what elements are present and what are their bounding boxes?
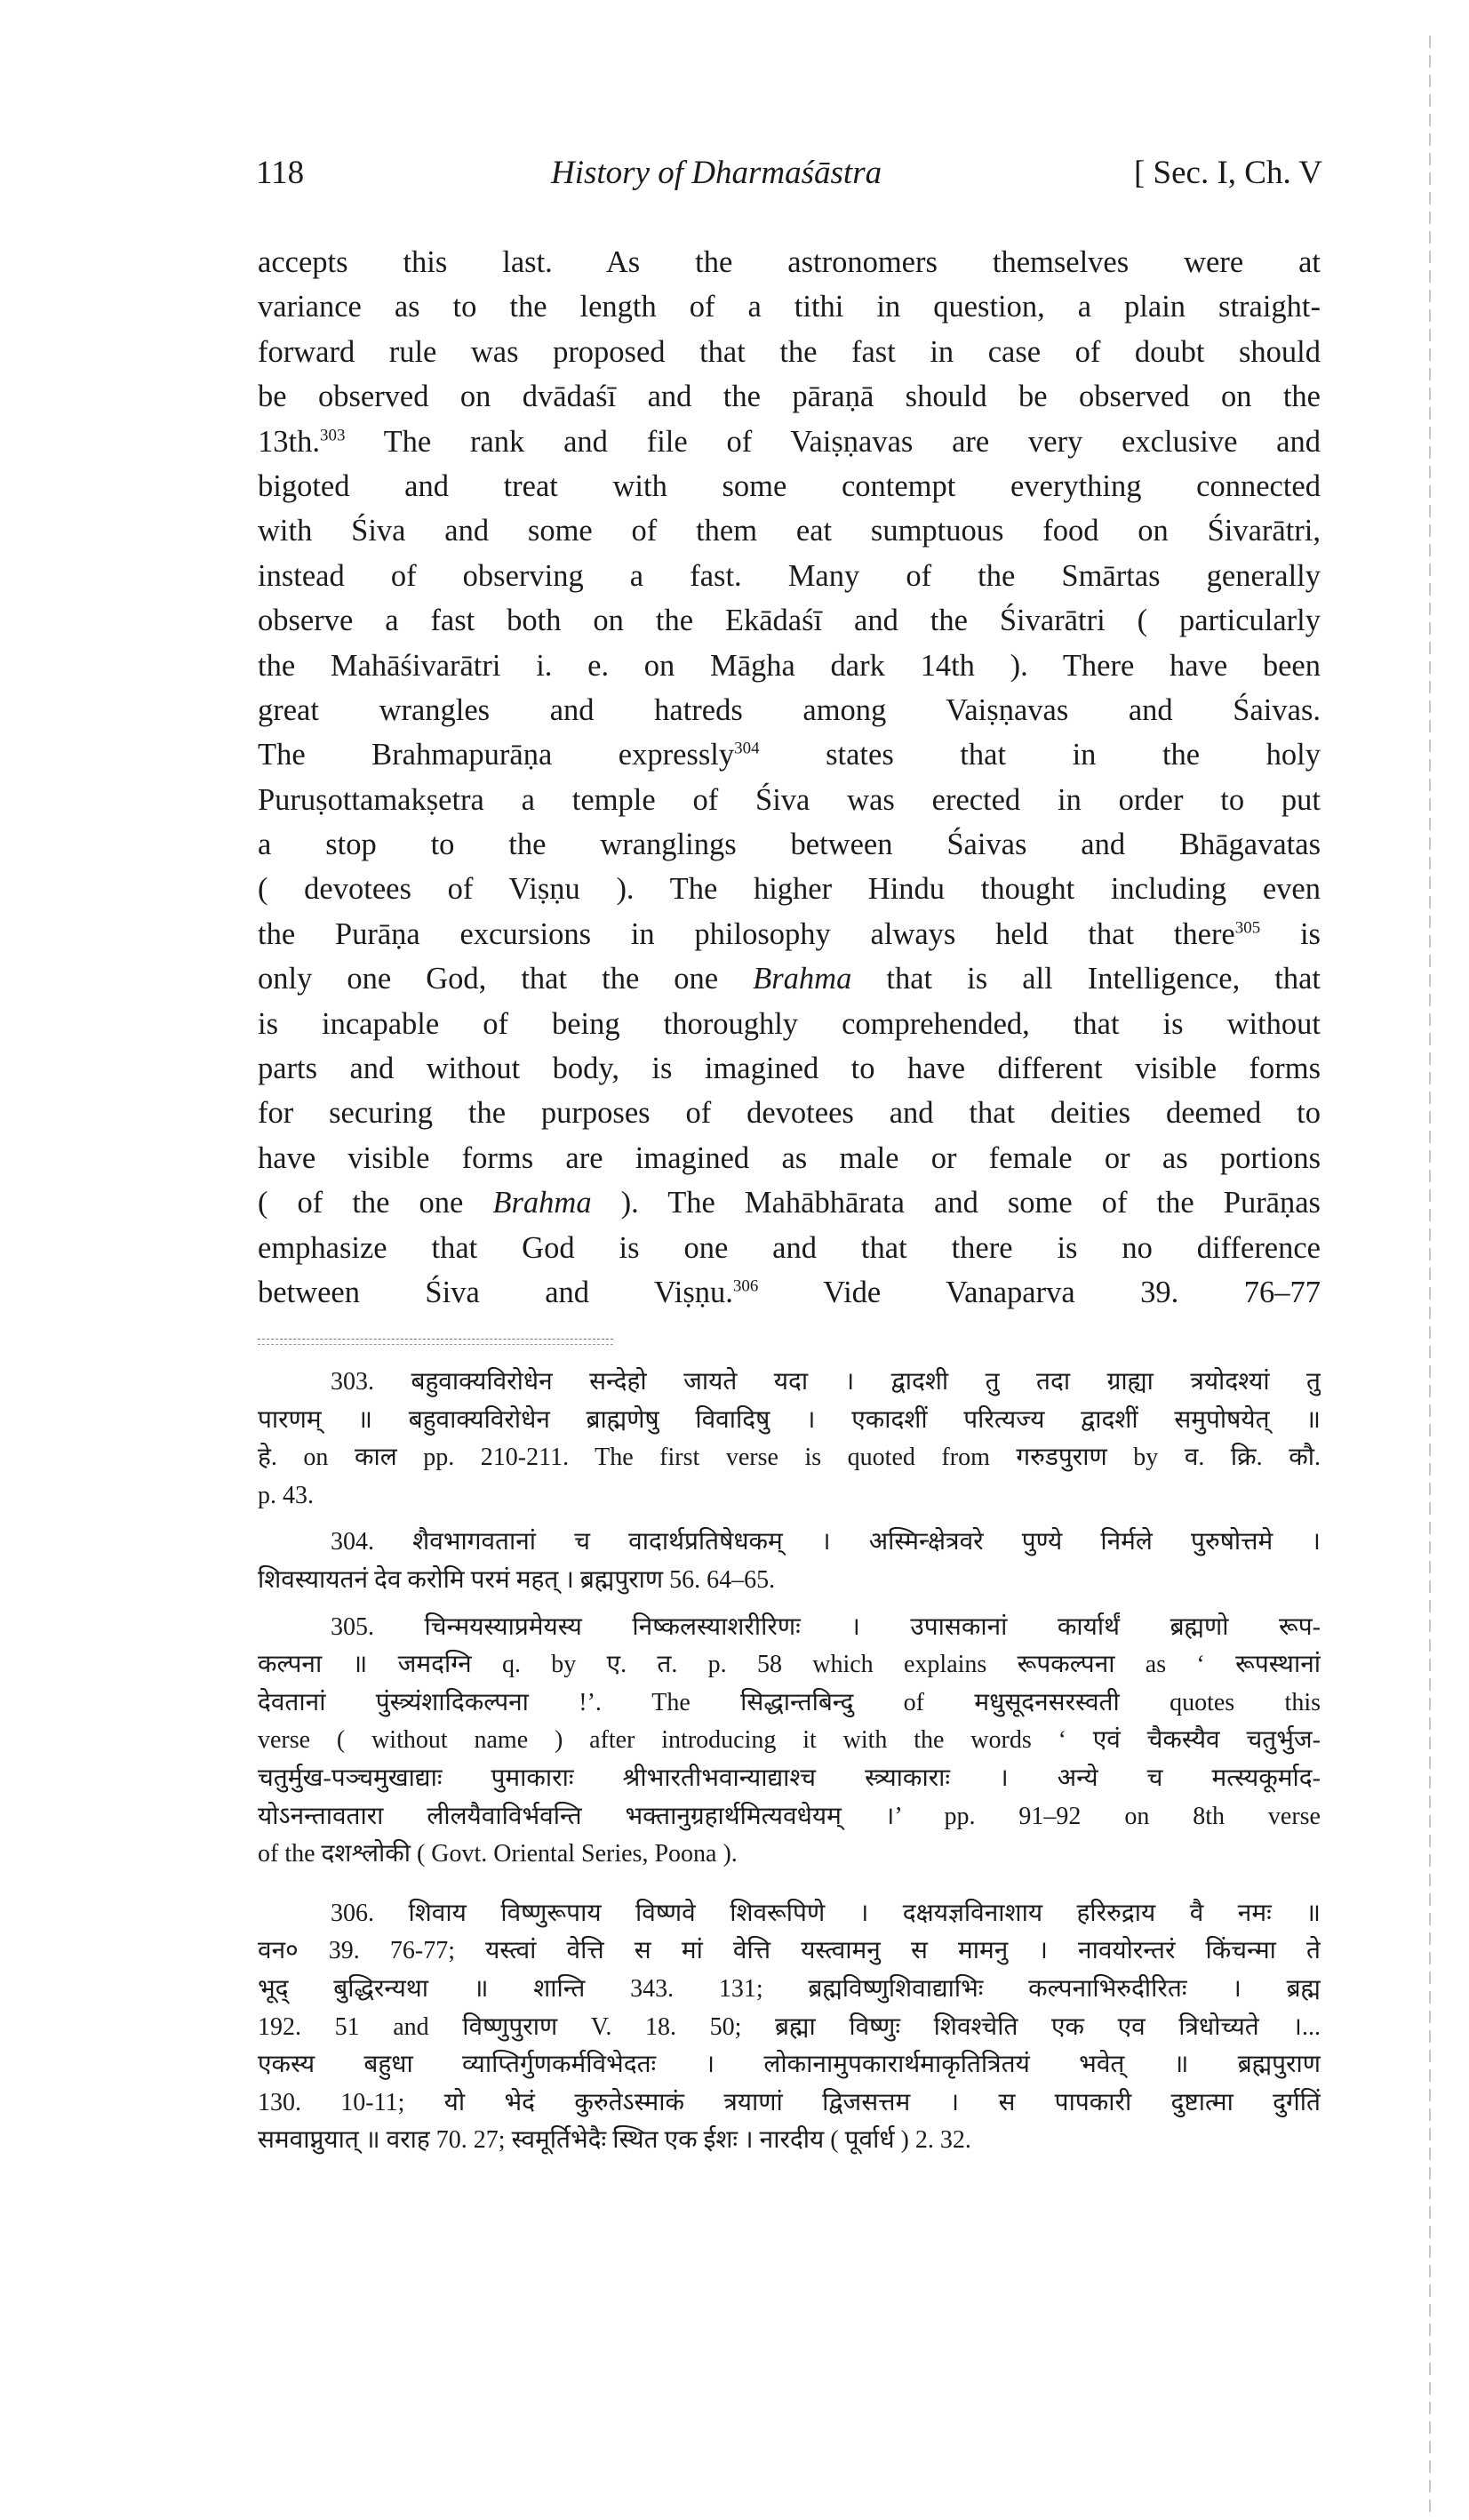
text-segment: Puruṣottamakṣetra a temple of Śiva was erected in order to put [258,782,1321,817]
footnotes [258,1364,1321,2160]
footnote-line: समवाप्नुयात् ॥ वराह 70. 27; स्वमूर्तिभेदैः स्थित एक ईशः । नारदीय ( पूर्वार्ध ) 2. 32. [258,2126,971,2155]
text-line [258,508,1321,553]
text-segment: The Brahmapurāṇa expressly [258,738,735,772]
footnote-line: 306. शिवाय विष्णुरूपाय विष्णवे शिवरूपिणे । दक्षयज्ञविनाशाय हरिरुद्राय वै नमः ॥ [331,1899,1321,1927]
text-segment: variance as to the length of a tithi in question, a plain straight- [258,290,1321,324]
text-line [258,1180,1321,1225]
text-line [258,284,1321,329]
text-line [258,867,1321,911]
text-line [258,240,1321,284]
text-line [258,732,1321,777]
footnote-line: वन० 39. 76-77; यस्त्वां वेत्ति स मां वेत्ति यस्त्वामनु स मामनु । नावयोरन्तरं किंचन्मा ते [258,1937,1321,1965]
footnote-line: 130. 10-11; यो भेदं कुरुतेऽस्माकं त्रयाणां द्विजसत्तम । स पापकारी दुष्टात्मा दुर्गतिं [258,2088,1321,2116]
text-line [258,374,1321,419]
text-line [258,554,1321,598]
text-segment: forward rule was proposed that the fast in case of doubt should [258,334,1321,369]
text-line [258,1136,1321,1180]
text-line [258,688,1321,732]
footnote-ref: 304 [734,739,760,758]
footnote-306 [258,1895,1321,2160]
text-segment: is incapable of being thoroughly comprehended, that is without [258,1006,1321,1041]
text-segment: be observed on dvādaśī and the pāraṇā should be observed on the [258,380,1321,414]
text-segment: for securing the purposes of devotees and that deities deemed to [258,1096,1321,1131]
running-title: History of Dharmaśāstra [551,155,882,191]
main-text [258,240,1321,1315]
text-line [258,598,1321,643]
text-line [258,1226,1321,1270]
footnote-line: देवतानां पुंस्त्र्यंशादिकल्पना !’. The सिद्धान्तबिन्दु of मधुसूदनसरस्वती quotes this [258,1688,1321,1716]
binding-edge-mark [1429,36,1431,2516]
text-segment: between Śiva and Viṣṇu. [258,1275,733,1309]
text-segment: ( devotees of Viṣṇu ). The higher Hindu thought including even [258,872,1321,907]
text-segment: observe a fast both on the Ekādaśī and the Śivarātri ( particularly [258,604,1321,638]
footnote-line: योऽनन्तावतारा लीलयैवाविर्भवन्ति भक्तानुग्रहार्थमित्यवधेयम् ।’ pp. 91–92 on 8th verse [258,1802,1321,1830]
text-line [258,956,1321,1001]
footnote-304 [258,1524,1321,1599]
footnote-line: p. 43. [258,1481,314,1509]
text-line [258,778,1321,822]
text-segment: 13th. [258,424,320,459]
italic-term: Brahma [753,962,852,996]
footnote-ref: 305 [1234,918,1261,938]
footnote-line: हे. on काल pp. 210-211. The first verse is quoted from गरुडपुराण by व. क्रि. कौ. [258,1444,1321,1472]
text-line [258,644,1321,688]
text-segment: with Śiva and some of them eat sumptuous food on Śivarātri, [258,514,1321,548]
text-segment: a stop to the wranglings between Śaivas and Bhāgavatas [258,828,1321,862]
text-line [258,1002,1321,1046]
footnote-line: भूद् बुद्धिरन्यथा ॥ शान्ति 343. 131; ब्रह्मविष्णुशिवाद्याभिः कल्पनाभिरुदीरितः । ब्रह्म [258,1974,1321,2003]
text-line [258,1046,1321,1091]
page-number: 118 [256,155,305,191]
text-segment: The rank and file of Vaiṣṇavas are very exclusive and [345,424,1321,459]
footnote-line: शिवस्यायतनं देव करोमि परमं महत् । ब्रह्मपुराण 56. 64–65. [258,1565,776,1594]
text-segment: states that in the holy [759,738,1321,772]
italic-term: Brahma [492,1186,592,1220]
footnote-line: एकस्य बहुधा व्याप्तिर्गुणकर्मविभेदतः । लोकानामुपकारार्थमाकृतित्रितयं भवेत् ॥ ब्रह्मपुराण [258,2051,1321,2079]
footnote-ref: 303 [319,426,346,445]
text-segment: that is all Intelligence, that [851,962,1321,996]
text-segment: great wrangles and hatreds among Vaiṣṇavas and Śaivas. [258,692,1321,727]
footnote-line: चतुर्मुख-पञ्चमुखाद्याः पुमाकाराः श्रीभारतीभवान्याद्याश्च स्त्र्याकाराः । अन्ये च मत्स्यकूर्माद- [258,1764,1321,1792]
text-line [258,420,1321,464]
text-segment: the Purāṇa excursions in philosophy always held that there [258,916,1235,951]
page-header [256,151,1322,196]
footnote-line: 303. बहुवाक्यविरोधेन सन्देहो जायते यदा । द्वादशी तु तदा ग्राह्या त्रयोदश्यां तु [331,1368,1321,1396]
text-segment: ). The Mahābhārata and some of the Purāṇas [591,1186,1321,1220]
footnote-305 [258,1609,1321,1874]
text-line [258,822,1321,867]
footnote-303 [258,1364,1321,1515]
text-line [258,912,1321,956]
text-segment: parts and without body, is imagined to have different visible forms [258,1052,1321,1086]
footnote-line: पारणम् ॥ बहुवाक्यविरोधेन ब्राह्मणेषु विवादिषु । एकादशीं परित्यज्य द्वादशीं समुपोषयेत् ॥ [258,1405,1321,1434]
text-segment: is [1260,916,1321,951]
text-line [258,1091,1321,1135]
text-line [258,464,1321,508]
section-reference: [ Sec. I, Ch. V [1133,155,1322,191]
text-segment: Vide Vanaparva 39. 76–77 [758,1275,1321,1309]
footnote-separator [258,1339,613,1345]
text-segment: accepts this last. As the astronomers themselves were at [258,245,1321,279]
footnote-line: of the दशश्लोकी ( Govt. Oriental Series, Poona ). [258,1840,738,1868]
text-line [258,330,1321,374]
footnote-line: 304. शैवभागवतानां च वादार्थप्रतिषेधकम् । अस्मिन्क्षेत्रवरे पुण्ये निर्मले पुरुषोत्तमे । [331,1528,1321,1556]
text-segment: instead of observing a fast. Many of the Smārtas generally [258,558,1321,593]
footnote-ref: 306 [732,1276,759,1296]
text-segment: ( of the one [258,1186,493,1220]
text-segment: emphasize that God is one and that there is no difference [258,1230,1321,1265]
footnote-line: verse ( without name ) after introducing it with the words ‘ एवं चैकस्यैव चतुर्भुज- [258,1726,1321,1755]
footnote-line: 305. चिन्मयस्याप्रमेयस्य निष्कलस्याशरीरिणः । उपासकानां कार्यार्थं ब्रह्मणो रूप- [331,1612,1321,1641]
text-segment: bigoted and treat with some contempt everything connected [258,468,1321,503]
footnote-line: 192. 51 and विष्णुपुराण V. 18. 50; ब्रह्मा विष्णुः शिवश्चेति एक एव त्रिधोच्यते ।... [258,2012,1321,2041]
text-segment: have visible forms are imagined as male or female or as portions [258,1140,1321,1175]
text-segment: the Mahāśivarātri i. e. on Māgha dark 14th ). There have been [258,648,1321,683]
text-line [258,1270,1321,1315]
footnote-line: कल्पना ॥ जमदग्नि q. by ए. त. p. 58 which explains रूपकल्पना as ‘ रूपस्थानां [258,1651,1321,1679]
text-segment: only one God, that the one [258,962,754,996]
